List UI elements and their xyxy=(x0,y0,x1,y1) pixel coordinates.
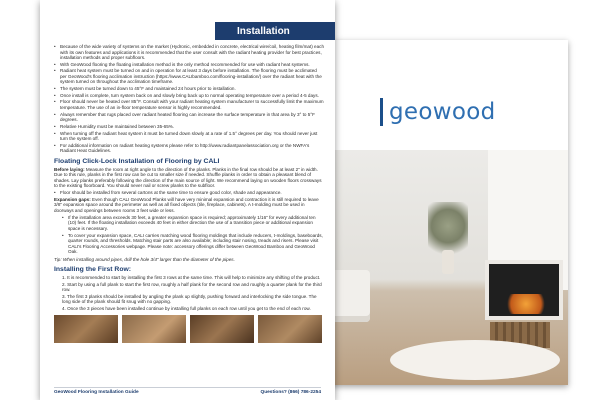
installation-page xyxy=(40,0,335,400)
floating-bullet-list xyxy=(54,190,324,196)
list-item: • Always remember that rugs placed over radiant heated flooring can increase the surface temperature in that area by 3° to 5°F degrees. xyxy=(54,112,324,123)
brand-name: geowood xyxy=(389,99,496,125)
list-item: • For additional information on radiant heating systems please refer to http://www.radiantpanelassociation.org or the NWFA's Radiant Heat Guidelines. xyxy=(54,143,324,154)
installation-photo xyxy=(258,315,322,343)
expansion-text: Even though CALI GeoWood Planks will have very minimal expansion and contraction it is still required to leave 3/8" expansion space around the perimeter as well as all fixed objects (tile, fireplace, cabinets). A t-molding must be used in doorways and openings between rooms 3 feet wide or less. xyxy=(54,196,319,213)
installation-photo xyxy=(122,315,186,343)
before-laying-paragraph xyxy=(54,167,324,189)
list-item: • Floor should never be heated over 85°F. Consult with your radiant heating system manufacturer to successfully limit the maximum temperature. The use of an in-floor temperature sensor is highly recommended. xyxy=(54,99,324,110)
installation-photo xyxy=(54,315,118,343)
page-title: Installation xyxy=(215,22,335,40)
intro-bullet-list xyxy=(54,44,324,154)
list-item: • To cover your expansion space, CALI carries matching wood flooring moldings that include reducers, t-moldings, baseboards, quarter rounds, and thresholds. Matching stair parts are also available; including stair nosing, treads and risers. Please visit CALI's Flooring Accessories webpage. Please note: accessory offerings differ between GeoWood Bamboo and GeoWood Oak. xyxy=(62,233,324,255)
brand-logo xyxy=(380,98,495,126)
fire-icon xyxy=(503,294,549,314)
tip-text: Tip: When installing around pipes, drill the hole 3/4" larger than the diameter of the pipes. xyxy=(54,256,235,262)
footer-phone: Questions? (866) 786-2254 xyxy=(260,390,321,395)
expansion-sub-list xyxy=(54,215,324,255)
brand-mark-icon xyxy=(380,98,383,126)
brochure-cover xyxy=(300,40,568,385)
section-title-floating: Floating Click-Lock Installation of Flooring by CALI xyxy=(54,157,220,165)
list-item: • Because of the wide variety of systems on the market (Hydronic, embedded in concrete, electrical wire/coil, heating film/mat) each with its own features and applications it is recommended that the user consult with the radiant heating provider for best practices, installation methods and proper subfloors. xyxy=(54,44,324,61)
vase xyxy=(442,250,454,274)
installation-photo xyxy=(190,315,254,343)
expansion-label: Expansion gaps: xyxy=(54,196,91,202)
page-footer xyxy=(54,387,321,395)
list-item: 1. It is recommended to start by installing the first 3 rows at the same time. This will help to minimize any shifting of the product. xyxy=(62,275,321,281)
round-rug xyxy=(390,340,560,380)
before-laying-text: Measure the room at right angle to the direction of the planks. Planks in the final row should be at least 2" in width. Due to this rule, planks in the first row can be cut to smaller size if needed. Shuffle planks in order to obtain a pleasant blend of shades. Lay planks preferably following the direction of the main source of light. We recommend laying on wooden floors crossways to the existing floorboard. You should never nail or screw planks to the subfloor. xyxy=(54,166,322,189)
list-item: 4. Once the 3 pieces have been installed continue by installing full planks on each row until you get to the end of each row. xyxy=(62,306,311,312)
first-row-steps xyxy=(54,275,324,312)
fireplace xyxy=(485,260,563,320)
installation-photos xyxy=(54,315,324,343)
list-item: • If the installation area exceeds 30 feet, a greater expansion space is required; approximately 1/16" for every additional ten (10) feet. If the floating installation exceeds 40 feet in either direction the use of a transition piece or additional expansion space is necessary. xyxy=(62,215,324,232)
list-item: 3. The first 3 planks should be installed by angling the plank up slightly, pushing forward and interlocking the side tongue. The long side of the plank should fit snug with no gapping. xyxy=(62,293,317,305)
living-room-photo xyxy=(300,150,568,385)
page-content xyxy=(54,44,324,343)
list-item: • Floor should be installed from several cartons at the same time to ensure good color, shade and appearance. xyxy=(54,190,324,196)
list-item: • Radiant heat system must be turned on and in operation for at least 3 days before installation. The flooring must be acclimated per GeoWood's flooring acclimation instruction (https://www.CALIbamboo.com/flooring-installation/) over the radiant heat with the system turned on throughout the acclimation timeframe. xyxy=(54,68,324,85)
cover-header xyxy=(300,40,568,150)
section-title-first-row: Installing the First Row: xyxy=(54,266,132,274)
list-item: • With GeoWood flooring the floating installation method is the only method recommended for use with radiant heat systems. xyxy=(54,62,324,68)
footer-guide-title: GeoWood Flooring Installation Guide xyxy=(54,390,139,395)
list-item: • The system must be turned down to 45°F and maintained 24 hours prior to installation. xyxy=(54,86,324,92)
before-laying-label: Before laying: xyxy=(54,166,85,172)
expansion-paragraph xyxy=(54,197,324,214)
list-item: • Relative Humidity must be maintained between 35-65%. xyxy=(54,124,324,130)
list-item: • Once install is complete, turn system back on and slowly bring back up to normal operating temperature over a period 4-5 days. xyxy=(54,93,324,99)
list-item: • When turning off the radiant heat system it must be turned down slowly at a rate of 1.5° degrees per day. You should never just turn the system off. xyxy=(54,131,324,142)
list-item: 2. Start by using a full plank to start the first row, roughly a half plank for the second row and roughly a quarter plank for the third row. xyxy=(62,281,322,293)
